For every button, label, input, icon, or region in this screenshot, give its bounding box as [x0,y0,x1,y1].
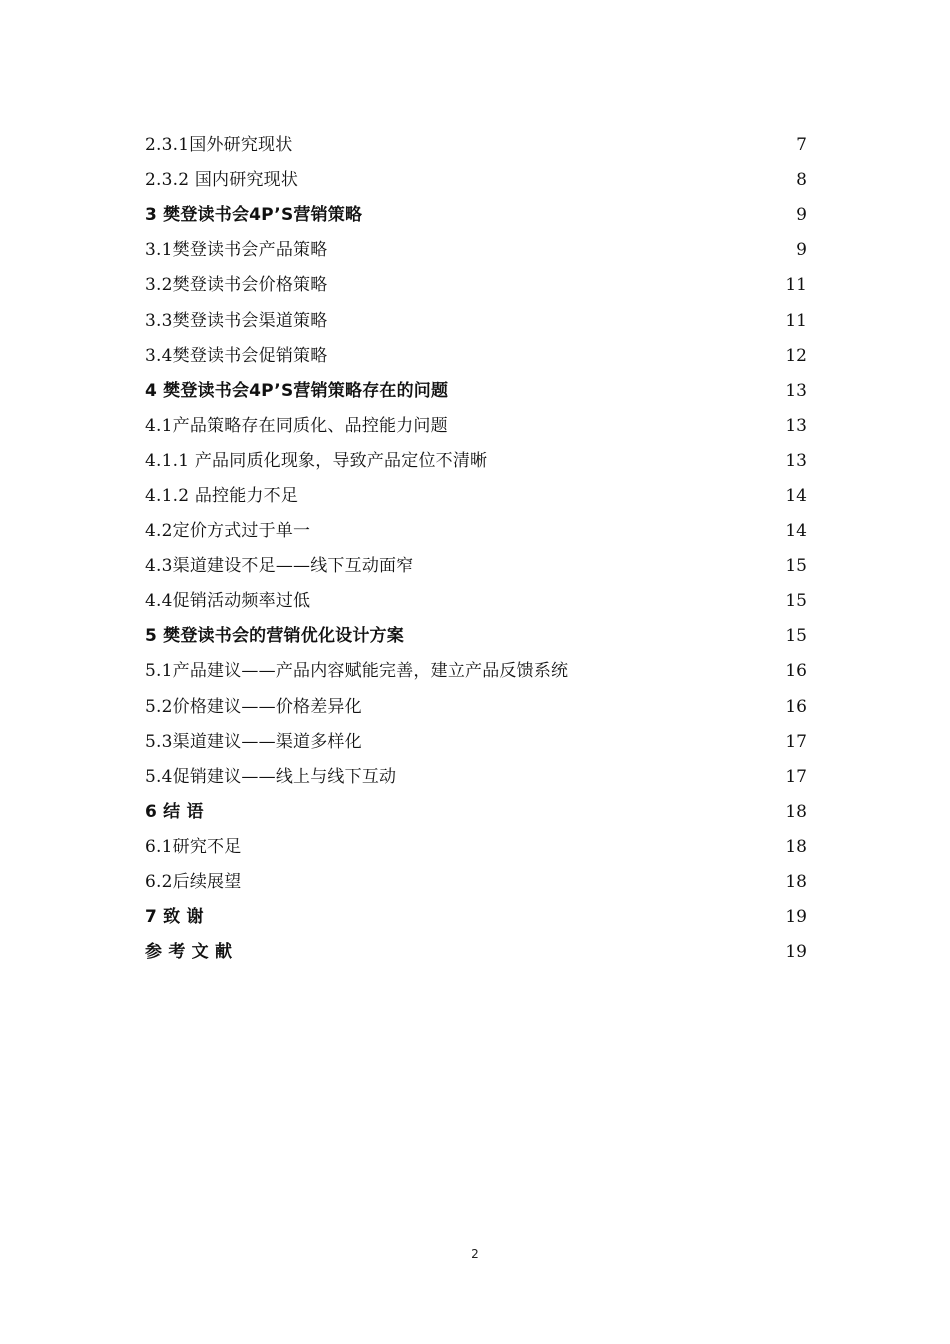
toc-entry-page: 7 [796,135,807,156]
toc-entry[interactable] [145,690,807,725]
toc-entry-page: 15 [785,556,807,577]
toc-entry[interactable] [145,514,807,549]
toc-entry-page: 13 [785,415,807,436]
toc-entry-title: 7 致 谢 [145,907,204,928]
toc-entry-title: 5 樊登读书会的营销优化设计方案 [145,626,404,647]
toc-entry-page: 15 [785,591,807,612]
toc-entry-title: 3.1樊登读书会产品策略 [145,240,328,261]
toc-entry[interactable] [145,163,807,198]
toc-entry[interactable] [145,479,807,514]
toc-entry[interactable] [145,654,807,689]
toc-entry[interactable] [145,374,807,409]
toc-entry-title: 2.3.1国外研究现状 [145,135,293,156]
toc-entry-title: 4.2定价方式过于单一 [145,521,311,542]
toc-entry[interactable] [145,725,807,760]
toc-entry-title: 5.1产品建议——产品内容赋能完善，建立产品反馈系统 [145,661,569,682]
toc-entry-title: 5.4促销建议——线上与线下互动 [145,766,397,787]
toc-entry-page: 17 [785,766,807,787]
toc-entry-page: 16 [785,661,807,682]
toc-entry-page: 19 [785,907,807,928]
toc-entry[interactable] [145,233,807,268]
toc-entry-title: 6 结 语 [145,801,204,822]
toc-entry-title: 2.3.2 国内研究现状 [145,170,299,191]
toc-entry-page: 11 [785,310,807,331]
toc-entry[interactable] [145,268,807,303]
toc-entry-title: 4.1.1 产品同质化现象，导致产品定位不清晰 [145,450,488,471]
toc-entry[interactable] [145,900,807,935]
toc-entry-page: 18 [785,836,807,857]
toc-entry-title: 4 樊登读书会4P’S营销策略存在的问题 [145,380,449,401]
toc-entry-title: 3 樊登读书会4P’S营销策略 [145,205,363,226]
toc-entry-title: 6.2后续展望 [145,872,242,893]
toc-entry-title: 3.2樊登读书会价格策略 [145,275,328,296]
toc-entry-title: 4.1.2 品控能力不足 [145,485,299,506]
toc-entry-page: 18 [785,801,807,822]
toc-entry-page: 9 [796,205,807,226]
toc-entry-page: 13 [785,380,807,401]
toc-entry[interactable] [145,830,807,865]
page-number: 2 [471,1247,479,1261]
toc-entry-page: 12 [785,345,807,366]
toc-entry[interactable] [145,409,807,444]
toc-entry[interactable] [145,339,807,374]
toc-entry-page: 16 [785,696,807,717]
toc-entry-page: 8 [796,170,807,191]
toc-entry[interactable] [145,584,807,619]
toc-entry[interactable] [145,619,807,654]
table-of-contents [145,128,807,970]
toc-entry-title: 4.1产品策略存在同质化、品控能力问题 [145,415,448,436]
toc-entry[interactable] [145,760,807,795]
toc-entry[interactable] [145,303,807,338]
toc-entry[interactable] [145,795,807,830]
toc-entry-page: 15 [785,626,807,647]
toc-entry-page: 11 [785,275,807,296]
toc-entry-page: 9 [796,240,807,261]
toc-entry-title: 3.3樊登读书会渠道策略 [145,310,328,331]
toc-entry-title: 参 考 文 献 [145,942,233,963]
toc-entry-title: 4.4促销活动频率过低 [145,591,311,612]
toc-entry[interactable] [145,935,807,970]
toc-entry-page: 14 [785,485,807,506]
toc-entry-title: 4.3渠道建设不足——线下互动面窄 [145,556,414,577]
toc-entry[interactable] [145,444,807,479]
toc-entry-page: 14 [785,521,807,542]
toc-entry[interactable] [145,198,807,233]
toc-entry-page: 17 [785,731,807,752]
toc-entry[interactable] [145,549,807,584]
toc-entry-page: 13 [785,450,807,471]
toc-entry-title: 5.2价格建议——价格差异化 [145,696,362,717]
toc-entry[interactable] [145,128,807,163]
toc-entry-page: 18 [785,872,807,893]
toc-entry-title: 5.3渠道建议——渠道多样化 [145,731,362,752]
toc-entry-title: 3.4樊登读书会促销策略 [145,345,328,366]
toc-entry-title: 6.1研究不足 [145,836,242,857]
toc-entry-page: 19 [785,942,807,963]
toc-entry[interactable] [145,865,807,900]
